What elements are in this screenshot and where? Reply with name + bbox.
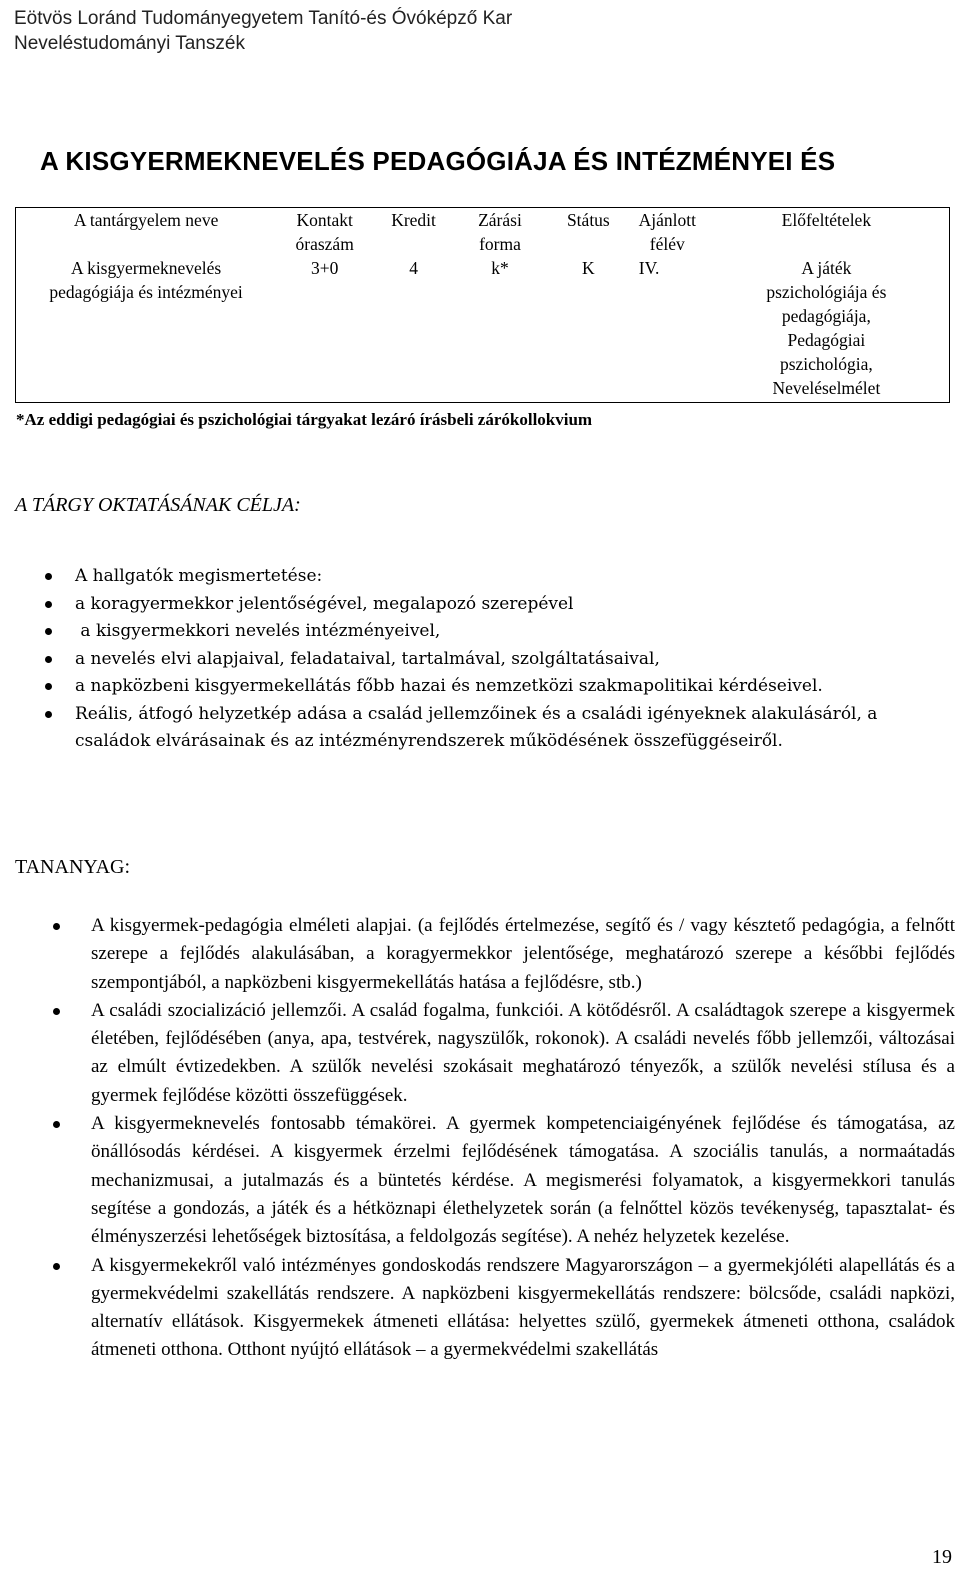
header-semester: Ajánlott félév <box>638 210 696 254</box>
table-footnote: *Az eddigi pedagógiai és pszichológiai tárgyakat lezáró írásbeli zárókollokvium <box>16 410 593 429</box>
aims-heading: A TÁRGY OKTATÁSÁNAK CÉLJA: <box>15 494 301 516</box>
department-name: Neveléstudományi Tanszék <box>14 33 245 54</box>
bullet-icon <box>45 711 52 718</box>
institution-header <box>14 6 512 56</box>
bullet-icon <box>45 628 52 635</box>
list-item: a nevelés elvi alapjaival, feladataival, tartalmával, szolgáltatásaival, <box>0 646 950 674</box>
cell-credit: 4 <box>409 258 418 278</box>
bullet-icon <box>53 1008 60 1015</box>
cell-semester: IV. <box>638 258 660 278</box>
header-name: A tantárgyelem neve <box>73 210 219 230</box>
content-heading: TANANYAG: <box>15 856 131 878</box>
cell-exam-form: k* <box>491 258 509 278</box>
cell-course-name: A kisgyermeknevelés pedagógiája és intézményei <box>49 258 243 302</box>
header-credit: Kredit <box>391 210 436 230</box>
list-item: A családi szocializáció jellemzői. A család fogalma, funkciói. A kötődésről. A családtagok szerepe a kisgyermek életében, fejlődésében (anya, apa, testvérek, nagyszülők, rokonok). A családi nevelés főbb jellemzői, változásai az elmúlt évtizedekben. A szülők nevelési szokásait meghatározó tényezők, a szülők nevelési stílusa és a gyermek fejlődése közötti összefüggések. <box>0 997 955 1110</box>
content-list <box>0 912 955 1365</box>
table-header-row <box>16 208 950 257</box>
list-item: Reális, átfogó helyzetkép adása a család jellemzőinek és a családi igényeknek alakulásáról, a családok elvárásainak és az intézményrendszerek működésének összefüggéseiről. <box>0 701 950 756</box>
bullet-icon <box>53 1121 60 1128</box>
bullet-icon <box>45 656 52 663</box>
aims-list <box>0 563 950 756</box>
bullet-icon <box>53 1263 60 1270</box>
cell-contact-hours: 3+0 <box>310 258 339 278</box>
bullet-icon <box>45 601 52 608</box>
list-item: a koragyermekkor jelentőségével, megalapozó szerepével <box>0 591 950 619</box>
university-name: Eötvös Loránd Tudományegyetem Tanító-és Óvóképző Kar <box>14 8 513 29</box>
header-status: Státus <box>566 210 610 230</box>
header-contact-hours: Kontakt óraszám <box>295 210 354 254</box>
list-item: a napközbeni kisgyermekellátás főbb hazai és nemzetközi szakmapolitikai kérdéseivel. <box>0 673 950 701</box>
page-number: 19 <box>932 1546 952 1568</box>
table-row <box>16 256 950 402</box>
header-exam-form: Zárási forma <box>478 210 522 254</box>
list-item: A hallgatók megismertetése: <box>0 563 950 591</box>
list-item: a kisgyermekkori nevelés intézményeivel, <box>0 618 950 646</box>
bullet-icon <box>45 573 52 580</box>
page-title: A KISGYERMEKNEVELÉS PEDAGÓGIÁJA ÉS INTÉZMÉNYEI ÉS <box>40 146 836 176</box>
list-item: A kisgyermekekről való intézményes gondoskodás rendszere Magyarországon – a gyermekjóléti alapellátás és a gyermekvédelmi szakellátás rendszere. A napközbeni kisgyermekellátás rendszere: bölcsőde, családi napközi, alternatív ellátások. Kisgyermekek átmeneti ellátása: helyettes szülő, gyermekek átmeneti otthona, családok átmeneti otthona. Otthont nyújtó ellátások – a gyermekvédelmi szakellátás <box>0 1252 955 1365</box>
bullet-icon <box>53 923 60 930</box>
header-prerequisites: Előfeltételek <box>781 210 872 230</box>
list-item: A kisgyermeknevelés fontosabb témakörei. A gyermek kompetenciaigényének fejlődése és támogatása, az önállósodás kérdései. A kisgyermek érzelmi fejlődésének támogatása. A szociális tanulás, a normaátadás mechanizmusai, a jutalmazás és a büntetés kérdése. A megismerési folyamatok, a kisgyermekkori tanulás segítése a gondozás, a játék és a hétköznapi élethelyzetek során (a felnőttel közös tevékenység, tapasztalat- és élményszerzési lehetőségek biztosítása, a feldolgozás segítése). A nehéz helyzetek kezelése. <box>0 1110 955 1251</box>
list-item: A kisgyermek-pedagógia elméleti alapjai. (a fejlődés értelmezése, segítő és / vagy késztető pedagógia, a felnőtt szerepe a fejlődés alakulásában, a koragyermekkor jelentősége, meghatározó szerepe a későbbi fejlődés szempontjából, a napközbeni kisgyermekellátás hatása a fejlődésre, stb.) <box>0 912 955 997</box>
cell-prerequisites: A játék pszichológiája és pedagógiája, Pedagógiai pszichológia, Neveléselmélet <box>766 258 887 398</box>
bullet-icon <box>45 683 52 690</box>
cell-status: K <box>582 258 595 278</box>
course-info-table <box>15 207 950 403</box>
